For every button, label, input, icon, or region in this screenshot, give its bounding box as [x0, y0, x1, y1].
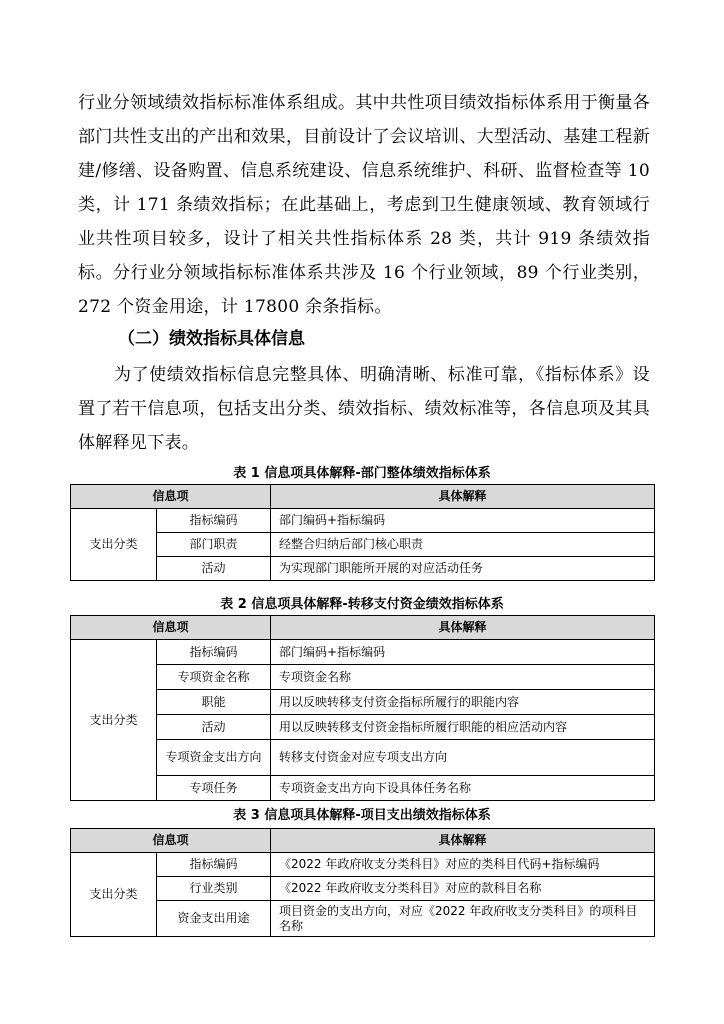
table-row [71, 640, 655, 665]
item-cell: 活动 [157, 715, 271, 740]
item-cell: 专项任务 [157, 776, 271, 801]
header-info-item: 信息项 [71, 485, 271, 509]
desc-cell: 为实现部门职能所开展的对应活动任务 [271, 557, 655, 581]
table-2-caption: 表 2 信息项具体解释-转移支付资金绩效指标体系 [220, 597, 504, 612]
table-header-row [71, 616, 655, 640]
table-1-caption: 表 1 信息项具体解释-部门整体绩效指标体系 [233, 466, 491, 481]
item-cell: 指标编码 [157, 640, 271, 665]
category-cell: 支出分类 [71, 853, 157, 937]
header-explanation: 具体解释 [271, 485, 655, 509]
desc-cell: 用以反映转移支付资金指标所履行职能的相应活动内容 [271, 715, 655, 740]
desc-cell: 项目资金的支出方向，对应《2022 年政府收支分类科目》的项科目名称 [271, 901, 655, 937]
table-3-caption: 表 3 信息项具体解释-项目支出绩效指标体系 [233, 808, 491, 823]
table-row [71, 776, 655, 801]
item-cell: 指标编码 [157, 509, 271, 533]
section-heading: （二）绩效指标具体信息 [118, 329, 305, 349]
header-info-item: 信息项 [71, 829, 271, 853]
table-3 [70, 828, 655, 937]
header-info-item: 信息项 [71, 616, 271, 640]
desc-cell: 用以反映转移支付资金指标所履行的职能内容 [271, 690, 655, 715]
desc-cell: 《2022 年政府收支分类科目》对应的类科目代码+指标编码 [271, 853, 655, 877]
category-cell: 支出分类 [71, 509, 157, 581]
table-row [71, 853, 655, 877]
table-row [71, 690, 655, 715]
table-header-row [71, 829, 655, 853]
item-cell: 专项资金名称 [157, 665, 271, 690]
item-cell: 资金支出用途 [157, 901, 271, 937]
body-paragraph-1: 行业分领域绩效指标标准体系组成。其中共性项目绩效指标体系用于衡量各部门共性支出的产出和效果，目前设计了会议培训、大型活动、基建工程新建/修缮、设备购置、信息系统建设、信息系统维护、科研、监督检查等 10 类，计 171 条绩效指标；在此基础上，考虑到卫生健康领域、教育领域行业共性项目较多，设计了相关共性指标体系 28 类，共计 919 条绩效指标。分行业分领域指标标准体系共涉及 16 个行业领域，89 个行业类别，272 个资金用途，计 17800 余条指标。 [78, 93, 650, 317]
table-row [71, 509, 655, 533]
item-cell: 部门职责 [157, 533, 271, 557]
item-cell: 活动 [157, 557, 271, 581]
desc-cell: 专项资金名称 [271, 665, 655, 690]
item-cell: 职能 [157, 690, 271, 715]
header-explanation: 具体解释 [271, 616, 655, 640]
table-row [71, 665, 655, 690]
table-row [71, 740, 655, 776]
desc-cell: 部门编码+指标编码 [271, 509, 655, 533]
table-2 [70, 615, 655, 801]
table-row [71, 877, 655, 901]
desc-cell: 经整合归纳后部门核心职责 [271, 533, 655, 557]
item-cell: 指标编码 [157, 853, 271, 877]
table-row [71, 901, 655, 937]
table-1 [70, 484, 655, 581]
header-explanation: 具体解释 [271, 829, 655, 853]
table-header-row [71, 485, 655, 509]
desc-cell: 转移支付资金对应专项支出方向 [271, 740, 655, 776]
item-cell: 专项资金支出方向 [157, 740, 271, 776]
item-cell: 行业类别 [157, 877, 271, 901]
body-paragraph-2: 为了使绩效指标信息完整具体、明确清晰、标准可靠，《指标体系》设置了若干信息项，包括支出分类、绩效指标、绩效标准等，各信息项及其具体解释见下表。 [78, 365, 650, 453]
category-cell: 支出分类 [71, 640, 157, 801]
table-row [71, 557, 655, 581]
table-row [71, 533, 655, 557]
desc-cell: 《2022 年政府收支分类科目》对应的款科目名称 [271, 877, 655, 901]
desc-cell: 专项资金支出方向下设具体任务名称 [271, 776, 655, 801]
desc-cell: 部门编码+指标编码 [271, 640, 655, 665]
table-row [71, 715, 655, 740]
